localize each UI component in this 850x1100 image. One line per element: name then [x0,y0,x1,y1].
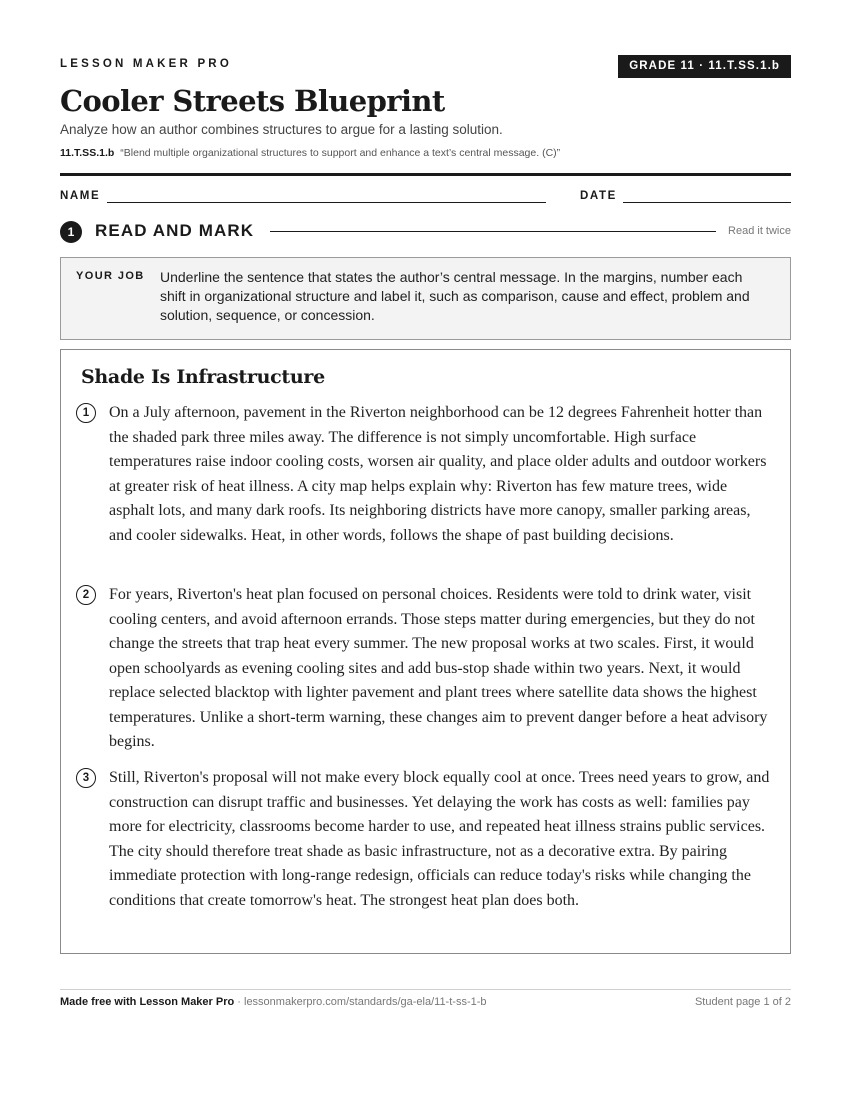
name-field[interactable] [107,202,546,203]
instructions-text: Underline the sentence that states the author’s central message. In the margins, number each shift in organizational structure and label it, such as comparison, cause and effect, problem and solution, sequence, or concession. [160,269,750,323]
paragraph-text: On a July afternoon, pavement in the Riverton neighborhood can be 12 degrees Fahrenheit hotter than the shaded park three miles away. The difference is not simply uncomfortable. High surface temperatures raise indoor cooling costs, worsen air quality, and place older adults and outdoor workers at greater risk of heat illness. A city map helps explain why: Riverton has few mature trees, wide asphalt lots, and many dark roofs. Its neighboring districts have more canopy, smaller parking areas, and cooler sidewalks. Heat, in other words, follows the shape of past building decisions. [109,404,767,544]
paragraph-number: 1 [76,403,96,423]
worksheet-page [60,0,791,1100]
paragraph-number: 2 [76,585,96,605]
footer-page-number: Student page 1 of 2 [694,996,791,1008]
grade-badge: GRADE 11 · 11.T.SS.1.b [618,55,791,78]
paragraph-text: For years, Riverton's heat plan focused on personal choices. Residents were told to drink water, visit cooling centers, and avoid afternoon errands. Those steps matter during emergencies, but they do not change the streets that trap heat every summer. The new proposal works at two scales. First, it would open schoolyards as evening cooling sites and add bus-stop shade within two years. Next, it would replace selected blacktop with lighter pavement and plant trees where satellite data shows the highest temperatures. Unlike a short-term warning, these changes aim to prevent danger before a heat advisory begins. [109,586,768,750]
standard-text: “Blend multiple organizational structures to support and enhance a text’s central message. (C)” [120,147,561,159]
section-note: Read it twice [728,225,791,237]
name-date-row [60,190,791,206]
section-read-and-mark [60,220,791,244]
brand-name: LESSON MAKER PRO [60,58,232,70]
name-label: NAME [60,190,101,202]
instructions-box [60,257,791,340]
instructions-label: YOUR JOB [76,270,145,282]
footer-divider [60,989,791,990]
standard-line [60,147,560,159]
footer-url[interactable]: · lessonmakerpro.com/standards/ga-ela/11-t-ss-1-b [234,996,487,1008]
page-title: Cooler Streets Blueprint [60,84,445,118]
footer-made-with: Made free with Lesson Maker Pro [60,996,235,1008]
section-divider [270,231,716,232]
brand-row [60,55,791,79]
passage-title: Shade Is Infrastructure [81,366,325,388]
standard-code: 11.T.SS.1.b [60,147,115,159]
paragraph-number: 3 [76,768,96,788]
footer-credit [60,996,487,1008]
date-label: DATE [580,190,617,202]
date-field[interactable] [623,202,791,203]
section-title: READ AND MARK [95,221,255,240]
paragraph-text: Still, Riverton's proposal will not make every block equally cool at once. Trees need years to grow, and construction can disrupt traffic and businesses. Yet delaying the work has costs as well: families pay more for electricity, classrooms become harder to use, and repeated heat illness strains public services. The city should therefore treat shade as basic infrastructure, not as a decorative extra. By pairing immediate protection with long-range redesign, officials can reduce today's risks while changing the conditions that create tomorrow's heat. The strongest heat plan does both. [109,769,770,909]
page-subtitle: Analyze how an author combines structures to argue for a lasting solution. [60,122,503,137]
header-divider [60,173,791,176]
reading-passage [60,349,791,954]
step-number-badge: 1 [60,221,82,243]
